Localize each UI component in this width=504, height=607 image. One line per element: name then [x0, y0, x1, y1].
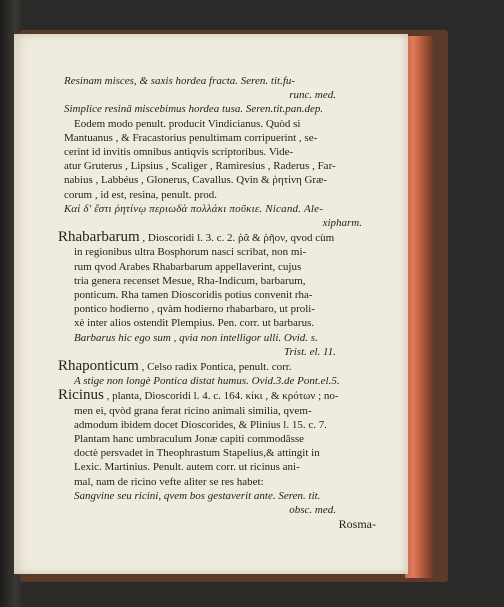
entry-headword: Ricinus [58, 387, 104, 404]
text-line: , planta, Dioscoridi l. 4. c. 164. κίκι , & κρότων ; no- [103, 390, 339, 403]
text-line: xipharm. [322, 217, 362, 230]
text-line: Καὶ δ' ἔστι ῥητίνῳ περιωδὰ πολλάκι ποῦκιε. Nicand. Ale- [64, 202, 324, 215]
text-line: Mantuanus , & Fracastorius penultimam corripuerint , se- [64, 131, 318, 144]
page-text [58, 74, 376, 532]
page-edges-red [405, 36, 433, 578]
text-line: Trist. el. 11. [283, 345, 336, 358]
text-line: cerint id invitis omnibus antiqvis scriptoribus. Vide- [64, 146, 294, 159]
entry-rhaponticum [58, 359, 376, 374]
text-line: xè inter alios ostendit Plempius. Pen. corr. ut barbarus. [74, 317, 315, 330]
entry-headword: Rhabarbarum [58, 229, 140, 246]
text-line: Simplice resinā miscebimus hordea tusa. Seren.tit.pan.dep. [64, 103, 324, 116]
text-line: corum , id est, resina, penult. prod. [64, 188, 218, 201]
text-line: tria genera recenset Mesue, Rha-Indicum, barbarum, [74, 274, 306, 287]
text-line: nabius , Labbéus , Glonerus, Cavallus. Qvin & ῥητίνη Græ- [64, 174, 328, 187]
text-line: Plantam hanc umbraculum Jonæ capiti commodâsse [74, 433, 305, 446]
text-line: , Celso radix Pontica, penult. corr. [138, 361, 292, 374]
text-line: ponticum. Rha tamen Dioscoridis potius convenit rha- [74, 289, 313, 302]
text-line: Eodem modo penult. producit Vindicianus. Quòd si [74, 117, 301, 130]
text-line: rum qvod Arabes Rhabarbarum appellaverint, cujus [74, 260, 302, 273]
text-line: Barbarus hic ego sum , qvia non intelligor ulli. Ovid. s. [74, 331, 318, 344]
text-line: men ei, qvòd grana ferat ricino animali similia, qvem- [74, 404, 312, 417]
text-line: atur Gruterus , Lipsius , Scaliger , Ramiresius , Raderus , Far- [64, 160, 336, 173]
text-line: admodum ibidem docet Dioscorides, & Plinius l. 15. c. 7. [74, 418, 327, 431]
text-line: doctè persvadet in Theophrastum Stapelius,& attingit in [74, 447, 320, 460]
entry-headword: Rhaponticum [58, 358, 139, 375]
text-line: runc. med. [289, 89, 336, 102]
text-line: , Dioscoridi l. 3. c. 2. ῥᾶ & ῥῆον, qvod cùm [139, 232, 335, 245]
text-line: A stige non longè Pontica distat humus. Ovid.3.de Pont.el.5. [74, 375, 340, 388]
text-line: pontico hodierno , qvàm hodierno rhabarbaro, ut proli- [74, 303, 316, 316]
text-line: Lexic. Martinius. Penult. autem corr. ut ricinus ani- [74, 461, 300, 474]
book-page [14, 34, 408, 574]
text-line: mal, nam de ricino vefte aliter se res habet: [74, 475, 264, 488]
text-line: Sangvine seu ricini, qvem bos gestaverit ante. Seren. tit. [74, 489, 321, 502]
entry-rhabarbarum [58, 230, 376, 245]
entry-ricinus [58, 388, 376, 403]
text-line: obsc. med. [289, 504, 336, 517]
text-line: Resinam misces, & saxis hordea fracta. Seren. tit.fu- [64, 75, 296, 87]
text-line: in regionibus ultra Bosphorum nasci scribat, non mi- [74, 246, 307, 259]
catchword: Rosma- [338, 517, 376, 532]
